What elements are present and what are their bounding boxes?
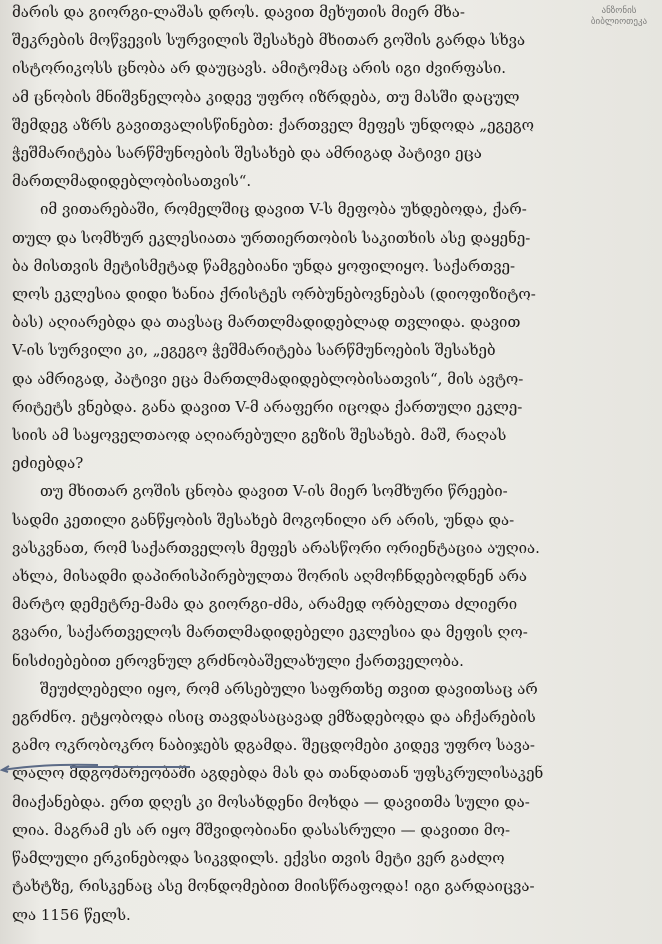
- text-line: ბა მისთვის მეტისმეტად წამგებიანი უნდა ყოფილიყო. საქართვე-: [12, 256, 516, 275]
- paragraph-1: [12, 0, 656, 195]
- text-line: გამო ოკრობოკრო ნაბიჯებს დგამდა. შეცდომები კიდევ უფრო სავა-: [12, 736, 536, 755]
- body-text: [12, 0, 656, 929]
- text-line: შემდეგ აზრს გავითვალისწინებთ: ქართველ მეფეს უნდოდა „ეგეგო: [12, 115, 535, 134]
- text-line: ბას) აღიარებდა და თავსაც მართლმადიდებლად თვლიდა. დავით: [12, 313, 521, 332]
- text-line: ტახტზე, რისკენაც ასე მონდომებით მიისწრაფოდა! იგი გარდაიცვა-: [12, 877, 535, 896]
- text-line: ლია. მაგრამ ეს არ იყო მშვიდობიანი დასასრული — დავითი მო-: [12, 820, 511, 839]
- text-line: მიაქანებდა. ერთ დღეს კი მოსახდენი მოხდა — დავითმა სული და-: [12, 792, 530, 811]
- text-line: ისტორიკოსს ცნობა არ დაუცავს. ამიტომაც არის იგი ძვირფასი.: [12, 59, 506, 78]
- text-line: V-ის სურვილი კი, „ეგეგო ჭეშმარიტება სარწმუნოების შესახებ: [12, 341, 496, 360]
- text-line: ლალო მდგომარეობაში აგდებდა მას და თანდათან უფსკრულისაკენ: [12, 764, 544, 783]
- paragraph-4: [12, 675, 656, 929]
- text-line: და ამრიგად, პატივი ეცა მართლმადიდებლობისათვის“, მის ავტო-: [12, 369, 524, 388]
- text-line: ამ ცნობის მნიშვნელობა კიდევ უფრო იზრდება, თუ მასში დაცულ: [12, 87, 520, 106]
- text-line: სიის ამ საყოველთაოდ აღიარებული გეზის შესახებ. მაშ, რაღას: [12, 426, 507, 445]
- paragraph-3: [12, 477, 656, 674]
- text-line: ნისძიებებით ეროვნულ გრძნობაშელახული ქართველობა.: [12, 651, 464, 670]
- text-line: ახლა, მისადმი დაპირისპირებულთა შორის აღმოჩნდებოდნენ არა: [12, 567, 528, 586]
- text-line: ლოს ეკლესია დიდი ხანია ქრისტეს ორბუნებოვნებას (დიოფიზიტო-: [12, 285, 536, 304]
- handwritten-underline: [70, 765, 190, 769]
- text-line: მარის და გიორგი-ლაშას დროს. დავით მეხუთის მიერ მხა-: [12, 3, 465, 21]
- text-line: თულ და სომხურ ეკლესიათა ურთიერთობის საკითხის ასე დაყენე-: [12, 228, 531, 247]
- library-stamp-line-1: ანზონის: [601, 6, 637, 16]
- text-line: სადმი კეთილი განწყობის შესახებ მოგონილი არ არის, უნდა და-: [12, 510, 515, 529]
- paragraph-2: [12, 195, 656, 477]
- text-line: თუ მხითარ გოშის ცნობა დავით V-ის მიერ სომხური წრეები-: [40, 482, 508, 501]
- text-line: იმ ვითარებაში, რომელშიც დავით V-ს მეფობა უხდებოდა, ქარ-: [40, 200, 527, 219]
- library-stamp-line-2: ბიბლიოთეკა: [590, 17, 648, 27]
- text-line: ვასკვნათ, რომ საქართველოს მეფეს არასწორი ორიენტაცია აუღია.: [12, 538, 540, 557]
- text-line: შეუძლებელი იყო, რომ არსებული საფრთხე თვით დავითსაც არ: [40, 679, 538, 698]
- text-line: ჭეშმარიტება სარწმუნოების შესახებ და ამრიგად პატივი ეცა: [12, 144, 482, 163]
- text-line: ლა 1156 წელს.: [12, 905, 131, 924]
- text-line: ეძიებდა?: [12, 454, 84, 473]
- text-line: მართლმადიდებლობისათვის“.: [12, 172, 252, 191]
- text-line: შეკრების მოწვევის სურვილის შესახებ მხითარ გოშის გარდა სხვა: [12, 31, 526, 50]
- text-line: წამლული ერკინებოდა სიკვდილს. ექვსი თვის მეტი ვერ გაძლო: [12, 849, 505, 868]
- text-line: ეგრძნო. ეტყობოდა ისიც თავდასაცავად ემზადებოდა და აჩქარების: [12, 708, 536, 727]
- text-line: რიტეტს ვნებდა. განა დავით V-მ არაფერი იცოდა ქართული ეკლე-: [12, 397, 523, 416]
- text-line: გვარი, საქართველოს მართლმადიდებელი ეკლესია და მეფის ღო-: [12, 623, 528, 642]
- text-line: მარტო დემეტრე-მამა და გიორგი-ძმა, არამედ ორბელთა ძლიერი: [12, 595, 518, 614]
